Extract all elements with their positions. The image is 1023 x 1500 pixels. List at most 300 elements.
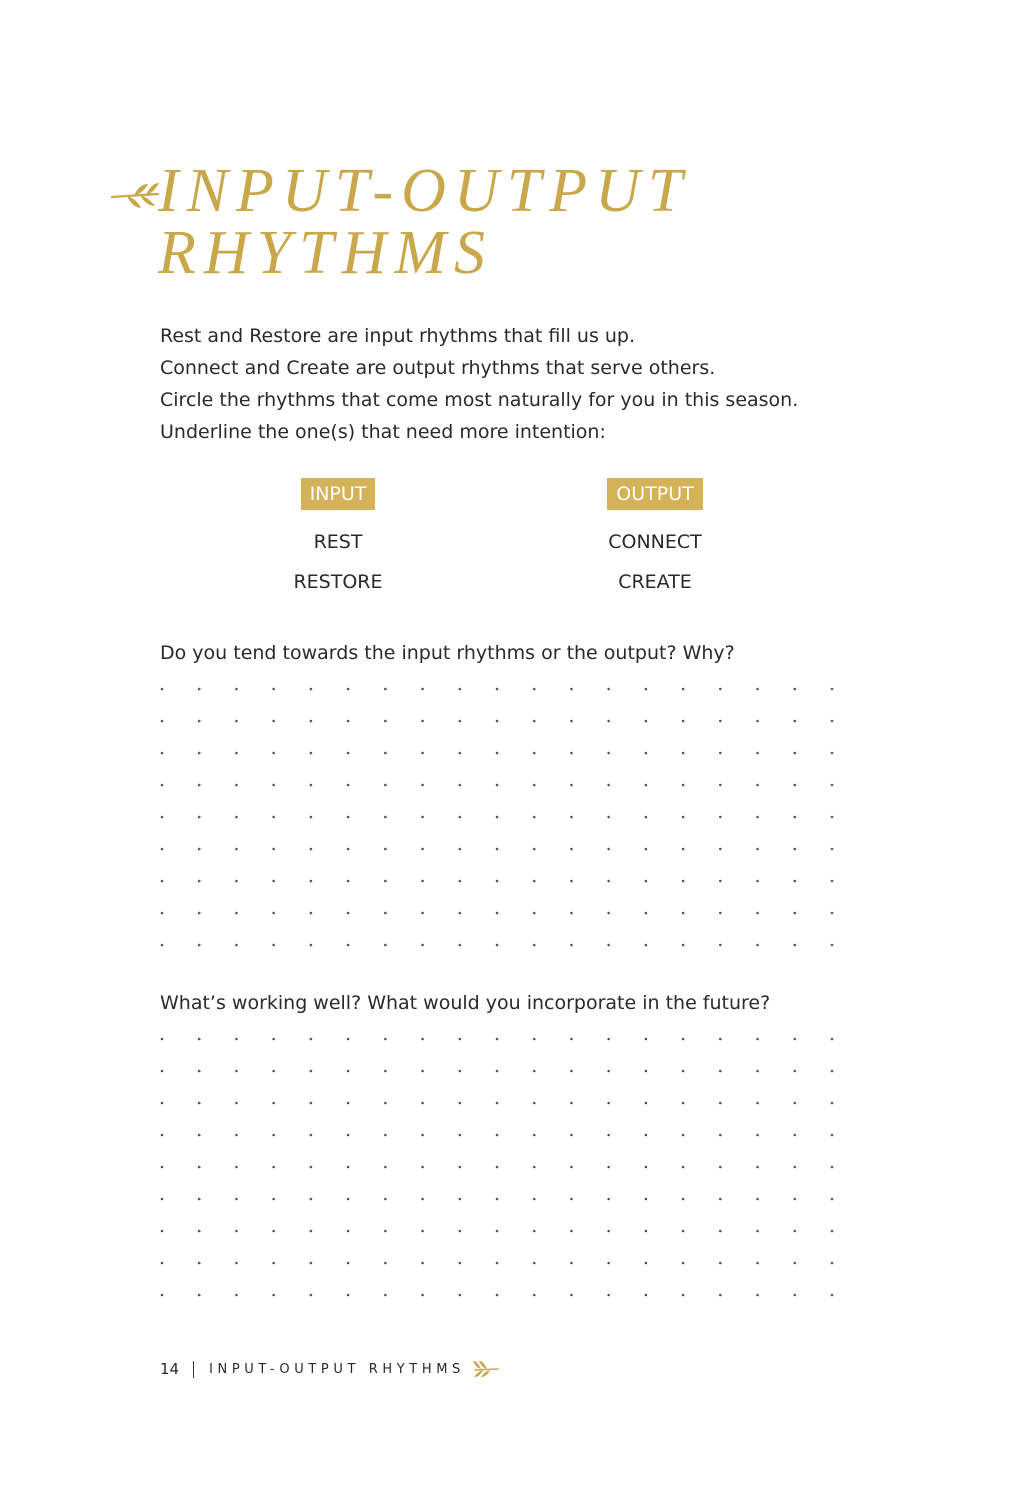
grid-dot bbox=[831, 944, 834, 947]
grid-dot bbox=[384, 1070, 387, 1073]
grid-dot bbox=[607, 1294, 610, 1297]
grid-dot bbox=[831, 1230, 834, 1233]
grid-dot bbox=[756, 1038, 759, 1041]
grid-dot bbox=[645, 1038, 648, 1041]
grid-dot bbox=[756, 720, 759, 723]
grid-dot bbox=[496, 784, 499, 787]
grid-dot bbox=[347, 1166, 350, 1169]
grid-dot bbox=[421, 752, 424, 755]
grid-dot bbox=[570, 1166, 573, 1169]
grid-dot bbox=[682, 1262, 685, 1265]
grid-dot bbox=[496, 1198, 499, 1201]
grid-dot bbox=[384, 720, 387, 723]
grid-dot bbox=[607, 1262, 610, 1265]
grid-dot bbox=[272, 880, 275, 883]
grid-dot bbox=[235, 1294, 238, 1297]
grid-dot bbox=[533, 1166, 536, 1169]
grid-dot bbox=[384, 912, 387, 915]
grid-dot bbox=[421, 848, 424, 851]
grid-dot bbox=[458, 944, 461, 947]
grid-dot bbox=[533, 1102, 536, 1105]
grid-dot bbox=[719, 1230, 722, 1233]
grid-dot bbox=[421, 944, 424, 947]
grid-dot bbox=[831, 1070, 834, 1073]
grid-dot bbox=[496, 752, 499, 755]
grid-dot bbox=[235, 1102, 238, 1105]
grid-dot bbox=[272, 1038, 275, 1041]
output-column bbox=[555, 478, 755, 606]
grid-dot bbox=[384, 688, 387, 691]
grid-dot bbox=[161, 784, 164, 787]
grid-dot bbox=[607, 1038, 610, 1041]
grid-dot bbox=[458, 912, 461, 915]
leaf-sprig-icon bbox=[473, 1359, 499, 1379]
grid-dot bbox=[347, 688, 350, 691]
grid-dot bbox=[310, 1166, 313, 1169]
grid-dot bbox=[831, 720, 834, 723]
grid-dot bbox=[645, 1230, 648, 1233]
grid-dot bbox=[272, 1294, 275, 1297]
grid-dot bbox=[831, 1294, 834, 1297]
grid-dot bbox=[458, 1262, 461, 1265]
grid-dot bbox=[719, 944, 722, 947]
grid-dot bbox=[198, 1070, 201, 1073]
grid-dot bbox=[570, 912, 573, 915]
grid-dot bbox=[384, 816, 387, 819]
grid-dot bbox=[347, 1038, 350, 1041]
grid-dot bbox=[161, 912, 164, 915]
grid-dot bbox=[272, 912, 275, 915]
grid-dot bbox=[235, 1262, 238, 1265]
grid-dot bbox=[645, 1294, 648, 1297]
grid-dot bbox=[496, 816, 499, 819]
grid-dot bbox=[570, 720, 573, 723]
grid-dot bbox=[235, 1038, 238, 1041]
grid-dot bbox=[756, 944, 759, 947]
grid-dot bbox=[756, 912, 759, 915]
grid-dot bbox=[458, 1198, 461, 1201]
grid-dot bbox=[831, 816, 834, 819]
grid-dot bbox=[384, 1038, 387, 1041]
grid-dot bbox=[496, 1070, 499, 1073]
grid-dot bbox=[682, 1102, 685, 1105]
grid-dot bbox=[607, 880, 610, 883]
grid-dot bbox=[161, 752, 164, 755]
grid-dot bbox=[756, 1134, 759, 1137]
footer-divider bbox=[193, 1361, 194, 1378]
question-2: What’s working well? What would you incorporate in the future? bbox=[160, 992, 771, 1014]
grid-dot bbox=[533, 848, 536, 851]
grid-dot bbox=[645, 720, 648, 723]
input-header-badge: INPUT bbox=[301, 478, 376, 510]
grid-dot bbox=[719, 1070, 722, 1073]
grid-dot bbox=[645, 944, 648, 947]
grid-dot bbox=[719, 880, 722, 883]
grid-dot bbox=[533, 1230, 536, 1233]
grid-dot bbox=[570, 1070, 573, 1073]
grid-dot bbox=[645, 784, 648, 787]
grid-dot bbox=[607, 1166, 610, 1169]
grid-dot bbox=[421, 720, 424, 723]
grid-dot bbox=[272, 1198, 275, 1201]
grid-dot bbox=[496, 1230, 499, 1233]
grid-dot bbox=[272, 1102, 275, 1105]
grid-dot bbox=[310, 1038, 313, 1041]
grid-dot bbox=[570, 1102, 573, 1105]
grid-dot bbox=[198, 912, 201, 915]
grid-dot bbox=[198, 1166, 201, 1169]
grid-dot bbox=[756, 688, 759, 691]
grid-dot bbox=[533, 1294, 536, 1297]
grid-dot bbox=[198, 1038, 201, 1041]
grid-dot bbox=[682, 1166, 685, 1169]
grid-dot bbox=[458, 848, 461, 851]
grid-dot bbox=[533, 1070, 536, 1073]
grid-dot bbox=[533, 1198, 536, 1201]
grid-dot bbox=[198, 1134, 201, 1137]
grid-dot bbox=[458, 1230, 461, 1233]
grid-dot bbox=[719, 752, 722, 755]
grid-dot bbox=[533, 720, 536, 723]
grid-dot bbox=[347, 752, 350, 755]
grid-dot bbox=[719, 1102, 722, 1105]
grid-dot bbox=[272, 752, 275, 755]
grid-dot bbox=[384, 1134, 387, 1137]
grid-dot bbox=[607, 816, 610, 819]
grid-dot bbox=[719, 816, 722, 819]
question-1: Do you tend towards the input rhythms or the output? Why? bbox=[160, 642, 735, 664]
title-line-1: INPUT-OUTPUT bbox=[158, 157, 691, 225]
grid-dot bbox=[421, 688, 424, 691]
grid-dot bbox=[310, 880, 313, 883]
intro-line: Connect and Create are output rhythms that serve others. bbox=[160, 357, 716, 379]
grid-dot bbox=[496, 944, 499, 947]
grid-dot bbox=[235, 784, 238, 787]
dot-grid bbox=[159, 1036, 835, 1298]
grid-dot bbox=[310, 1198, 313, 1201]
grid-dot bbox=[272, 1070, 275, 1073]
grid-dot bbox=[570, 880, 573, 883]
grid-dot bbox=[421, 912, 424, 915]
grid-dot bbox=[198, 1198, 201, 1201]
grid-dot bbox=[831, 880, 834, 883]
grid-dot bbox=[235, 688, 238, 691]
grid-dot bbox=[793, 944, 796, 947]
grid-dot bbox=[533, 1262, 536, 1265]
grid-dot bbox=[645, 1198, 648, 1201]
grid-dot bbox=[607, 944, 610, 947]
grid-dot bbox=[793, 848, 796, 851]
grid-dot bbox=[756, 1294, 759, 1297]
grid-dot bbox=[533, 816, 536, 819]
grid-dot bbox=[235, 752, 238, 755]
grid-dot bbox=[235, 912, 238, 915]
grid-dot bbox=[831, 1102, 834, 1105]
grid-dot bbox=[235, 816, 238, 819]
grid-dot bbox=[719, 688, 722, 691]
grid-dot bbox=[310, 1134, 313, 1137]
grid-dot bbox=[831, 1262, 834, 1265]
grid-dot bbox=[496, 1134, 499, 1137]
grid-dot bbox=[347, 1070, 350, 1073]
grid-dot bbox=[570, 1294, 573, 1297]
grid-dot bbox=[682, 784, 685, 787]
grid-dot bbox=[496, 1262, 499, 1265]
grid-dot bbox=[458, 752, 461, 755]
grid-dot bbox=[719, 784, 722, 787]
grid-dot bbox=[645, 752, 648, 755]
grid-dot bbox=[272, 1166, 275, 1169]
grid-dot bbox=[421, 1102, 424, 1105]
grid-dot bbox=[570, 1038, 573, 1041]
grid-dot bbox=[272, 720, 275, 723]
grid-dot bbox=[384, 1230, 387, 1233]
page-title bbox=[158, 157, 691, 287]
grid-dot bbox=[421, 1166, 424, 1169]
grid-dot bbox=[235, 1230, 238, 1233]
grid-dot bbox=[198, 848, 201, 851]
grid-dot bbox=[161, 1134, 164, 1137]
grid-dot bbox=[682, 1070, 685, 1073]
grid-dot bbox=[198, 1230, 201, 1233]
grid-dot bbox=[793, 1102, 796, 1105]
leaf-sprig-icon bbox=[110, 181, 160, 211]
grid-dot bbox=[198, 1102, 201, 1105]
grid-dot bbox=[793, 1198, 796, 1201]
grid-dot bbox=[607, 1070, 610, 1073]
grid-dot bbox=[831, 912, 834, 915]
grid-dot bbox=[831, 688, 834, 691]
grid-dot bbox=[310, 816, 313, 819]
dot-grid bbox=[159, 686, 835, 948]
grid-dot bbox=[235, 880, 238, 883]
grid-dot bbox=[496, 1294, 499, 1297]
grid-dot bbox=[310, 1070, 313, 1073]
grid-dot bbox=[198, 784, 201, 787]
grid-dot bbox=[161, 688, 164, 691]
grid-dot bbox=[682, 848, 685, 851]
grid-dot bbox=[607, 784, 610, 787]
grid-dot bbox=[421, 816, 424, 819]
grid-dot bbox=[793, 784, 796, 787]
grid-dot bbox=[272, 784, 275, 787]
grid-dot bbox=[161, 1166, 164, 1169]
grid-dot bbox=[682, 880, 685, 883]
grid-dot bbox=[347, 912, 350, 915]
grid-dot bbox=[682, 816, 685, 819]
grid-dot bbox=[458, 1134, 461, 1137]
grid-dot bbox=[756, 880, 759, 883]
grid-dot bbox=[793, 1038, 796, 1041]
grid-dot bbox=[607, 1134, 610, 1137]
grid-dot bbox=[719, 1166, 722, 1169]
grid-dot bbox=[347, 1294, 350, 1297]
grid-dot bbox=[161, 1102, 164, 1105]
grid-dot bbox=[347, 880, 350, 883]
grid-dot bbox=[645, 880, 648, 883]
grid-dot bbox=[682, 1038, 685, 1041]
grid-dot bbox=[384, 752, 387, 755]
grid-dot bbox=[719, 1262, 722, 1265]
grid-dot bbox=[570, 784, 573, 787]
grid-dot bbox=[682, 1134, 685, 1137]
grid-dot bbox=[384, 848, 387, 851]
grid-dot bbox=[235, 944, 238, 947]
grid-dot bbox=[310, 1294, 313, 1297]
grid-dot bbox=[570, 1262, 573, 1265]
grid-dot bbox=[272, 848, 275, 851]
grid-dot bbox=[719, 720, 722, 723]
grid-dot bbox=[756, 848, 759, 851]
grid-dot bbox=[645, 912, 648, 915]
grid-dot bbox=[793, 880, 796, 883]
grid-dot bbox=[645, 848, 648, 851]
output-header-badge: OUTPUT bbox=[607, 478, 702, 510]
grid-dot bbox=[719, 1294, 722, 1297]
grid-dot bbox=[793, 1294, 796, 1297]
input-column bbox=[238, 478, 438, 606]
grid-dot bbox=[458, 1294, 461, 1297]
rhythm-create: CREATE bbox=[618, 571, 692, 593]
grid-dot bbox=[682, 944, 685, 947]
grid-dot bbox=[682, 688, 685, 691]
grid-dot bbox=[570, 1230, 573, 1233]
grid-dot bbox=[272, 688, 275, 691]
grid-dot bbox=[421, 1038, 424, 1041]
grid-dot bbox=[756, 1070, 759, 1073]
grid-dot bbox=[496, 1166, 499, 1169]
grid-dot bbox=[421, 1294, 424, 1297]
grid-dot bbox=[458, 784, 461, 787]
grid-dot bbox=[458, 688, 461, 691]
grid-dot bbox=[347, 944, 350, 947]
intro-line: Underline the one(s) that need more intention: bbox=[160, 421, 606, 443]
grid-dot bbox=[607, 1230, 610, 1233]
grid-dot bbox=[161, 1070, 164, 1073]
grid-dot bbox=[831, 752, 834, 755]
grid-dot bbox=[458, 1102, 461, 1105]
grid-dot bbox=[161, 1198, 164, 1201]
grid-dot bbox=[607, 912, 610, 915]
grid-dot bbox=[458, 720, 461, 723]
grid-dot bbox=[384, 1198, 387, 1201]
grid-dot bbox=[384, 1262, 387, 1265]
grid-dot bbox=[607, 1198, 610, 1201]
grid-dot bbox=[161, 816, 164, 819]
grid-dot bbox=[161, 1230, 164, 1233]
grid-dot bbox=[272, 1262, 275, 1265]
rhythm-restore: RESTORE bbox=[293, 571, 383, 593]
grid-dot bbox=[831, 1134, 834, 1137]
grid-dot bbox=[347, 848, 350, 851]
grid-dot bbox=[310, 1102, 313, 1105]
grid-dot bbox=[272, 944, 275, 947]
grid-dot bbox=[496, 1102, 499, 1105]
grid-dot bbox=[384, 1166, 387, 1169]
grid-dot bbox=[607, 752, 610, 755]
dot-grid-writing-area-1[interactable] bbox=[159, 686, 835, 948]
grid-dot bbox=[458, 1038, 461, 1041]
grid-dot bbox=[235, 1166, 238, 1169]
grid-dot bbox=[793, 688, 796, 691]
grid-dot bbox=[198, 1294, 201, 1297]
grid-dot bbox=[161, 1294, 164, 1297]
grid-dot bbox=[310, 720, 313, 723]
grid-dot bbox=[719, 1134, 722, 1137]
grid-dot bbox=[682, 752, 685, 755]
grid-dot bbox=[310, 1230, 313, 1233]
grid-dot bbox=[756, 1262, 759, 1265]
rhythm-rest: REST bbox=[313, 531, 363, 553]
grid-dot bbox=[682, 720, 685, 723]
grid-dot bbox=[719, 848, 722, 851]
grid-dot bbox=[235, 1198, 238, 1201]
grid-dot bbox=[310, 752, 313, 755]
grid-dot bbox=[570, 816, 573, 819]
grid-dot bbox=[384, 880, 387, 883]
intro-text bbox=[160, 320, 880, 448]
grid-dot bbox=[496, 848, 499, 851]
grid-dot bbox=[384, 944, 387, 947]
grid-dot bbox=[384, 1102, 387, 1105]
grid-dot bbox=[310, 688, 313, 691]
grid-dot bbox=[793, 1134, 796, 1137]
grid-dot bbox=[793, 1166, 796, 1169]
grid-dot bbox=[607, 720, 610, 723]
grid-dot bbox=[421, 1070, 424, 1073]
grid-dot bbox=[384, 784, 387, 787]
grid-dot bbox=[645, 1166, 648, 1169]
grid-dot bbox=[384, 1294, 387, 1297]
grid-dot bbox=[310, 1262, 313, 1265]
grid-dot bbox=[756, 816, 759, 819]
grid-dot bbox=[310, 912, 313, 915]
grid-dot bbox=[421, 1198, 424, 1201]
grid-dot bbox=[756, 1102, 759, 1105]
title-line-2: RHYTHMS bbox=[158, 219, 494, 287]
grid-dot bbox=[272, 1134, 275, 1137]
grid-dot bbox=[756, 1198, 759, 1201]
grid-dot bbox=[310, 784, 313, 787]
grid-dot bbox=[793, 1230, 796, 1233]
grid-dot bbox=[347, 816, 350, 819]
grid-dot bbox=[198, 816, 201, 819]
grid-dot bbox=[793, 752, 796, 755]
running-title: INPUT-OUTPUT RHYTHMS bbox=[209, 1361, 465, 1377]
grid-dot bbox=[421, 784, 424, 787]
grid-dot bbox=[570, 1198, 573, 1201]
grid-dot bbox=[719, 1038, 722, 1041]
dot-grid-writing-area-2[interactable] bbox=[159, 1036, 835, 1298]
page-footer bbox=[160, 1358, 499, 1380]
grid-dot bbox=[756, 1230, 759, 1233]
grid-dot bbox=[570, 848, 573, 851]
grid-dot bbox=[347, 1102, 350, 1105]
grid-dot bbox=[645, 816, 648, 819]
grid-dot bbox=[347, 1134, 350, 1137]
intro-line: Circle the rhythms that come most naturally for you in this season. bbox=[160, 389, 799, 411]
grid-dot bbox=[458, 816, 461, 819]
grid-dot bbox=[793, 816, 796, 819]
grid-dot bbox=[533, 1038, 536, 1041]
grid-dot bbox=[347, 1262, 350, 1265]
grid-dot bbox=[645, 1262, 648, 1265]
grid-dot bbox=[533, 784, 536, 787]
grid-dot bbox=[533, 752, 536, 755]
grid-dot bbox=[793, 912, 796, 915]
grid-dot bbox=[756, 1166, 759, 1169]
grid-dot bbox=[496, 688, 499, 691]
